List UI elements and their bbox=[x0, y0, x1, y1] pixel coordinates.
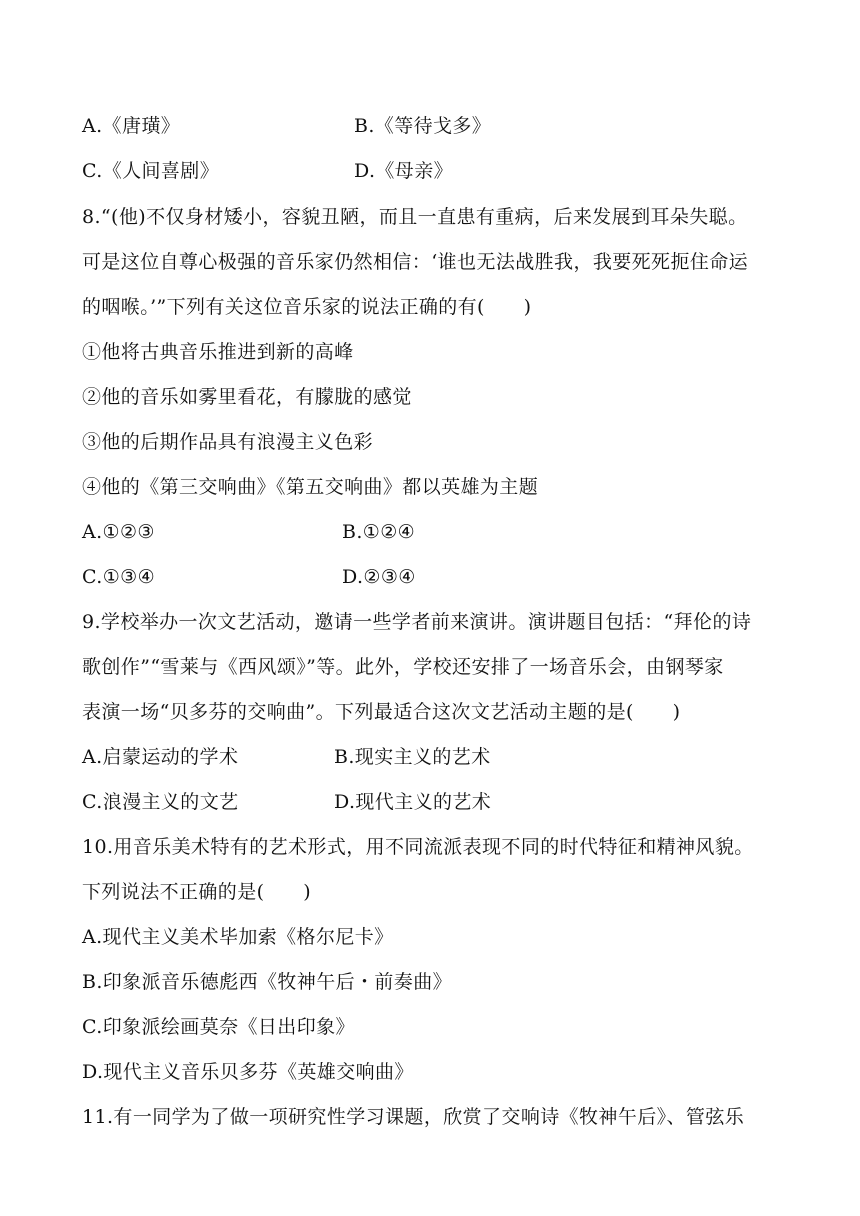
q9-option-a: A.启蒙运动的学术 bbox=[82, 746, 239, 768]
q8-option-d: D.②③④ bbox=[342, 566, 416, 588]
q9-stem-line-1: 9.学校举办一次文艺活动，邀请一些学者前来演讲。演讲题目包括：“拜伦的诗 bbox=[82, 611, 752, 633]
q10-option-c: C.印象派绘画莫奈《日出印象》 bbox=[82, 1016, 355, 1038]
q7-option-c: C.《人间喜剧》 bbox=[82, 160, 220, 182]
q11-stem-line-1: 11.有一同学为了做一项研究性学习课题，欣赏了交响诗《牧神午后》、管弦乐 bbox=[82, 1106, 745, 1128]
q8-option-a: A.①②③ bbox=[82, 521, 155, 543]
q7-option-d: D.《母亲》 bbox=[354, 160, 453, 182]
q8-statement-2: ②他的音乐如雾里看花，有朦胧的感觉 bbox=[82, 386, 412, 408]
q8-statement-4: ④他的《第三交响曲》《第五交响曲》都以英雄为主题 bbox=[82, 476, 539, 498]
q8-stem-line-3: 的咽喉。’”下列有关这位音乐家的说法正确的有( ) bbox=[82, 296, 532, 318]
q10-option-b: B.印象派音乐德彪西《牧神午后・前奏曲》 bbox=[82, 971, 453, 993]
q7-option-b: B.《等待戈多》 bbox=[354, 115, 492, 137]
q8-option-b: B.①②④ bbox=[342, 521, 416, 543]
q8-statement-3: ③他的后期作品具有浪漫主义色彩 bbox=[82, 431, 374, 453]
q8-option-c: C.①③④ bbox=[82, 566, 155, 588]
q10-option-d: D.现代主义音乐贝多芬《英雄交响曲》 bbox=[82, 1061, 414, 1083]
q9-option-b: B.现实主义的艺术 bbox=[334, 746, 491, 768]
q7-option-a: A.《唐璜》 bbox=[82, 115, 181, 137]
q9-stem-line-2: 歌创作”“雪莱与《西风颂》”等。此外，学校还安排了一场音乐会，由钢琴家 bbox=[82, 656, 724, 678]
q8-stem-line-1: 8.“(他)不仅身材矮小，容貌丑陋，而且一直患有重病，后来发展到耳朵失聪。 bbox=[82, 206, 748, 228]
q8-statement-1: ①他将古典音乐推进到新的高峰 bbox=[82, 341, 354, 363]
q10-stem-line-2: 下列说法不正确的是( ) bbox=[82, 881, 312, 903]
q9-stem-line-3: 表演一场“贝多芬的交响曲”。下列最适合这次文艺活动主题的是( ) bbox=[82, 701, 681, 723]
q8-stem-line-2: 可是这位自尊心极强的音乐家仍然相信：‘谁也无法战胜我，我要死死扼住命运 bbox=[82, 251, 749, 273]
q9-option-d: D.现代主义的艺术 bbox=[334, 791, 492, 813]
q9-option-c: C.浪漫主义的文艺 bbox=[82, 791, 239, 813]
q10-stem-line-1: 10.用音乐美术特有的艺术形式，用不同流派表现不同的时代特征和精神风貌。 bbox=[82, 836, 754, 858]
q10-option-a: A.现代主义美术毕加索《格尔尼卡》 bbox=[82, 926, 394, 948]
